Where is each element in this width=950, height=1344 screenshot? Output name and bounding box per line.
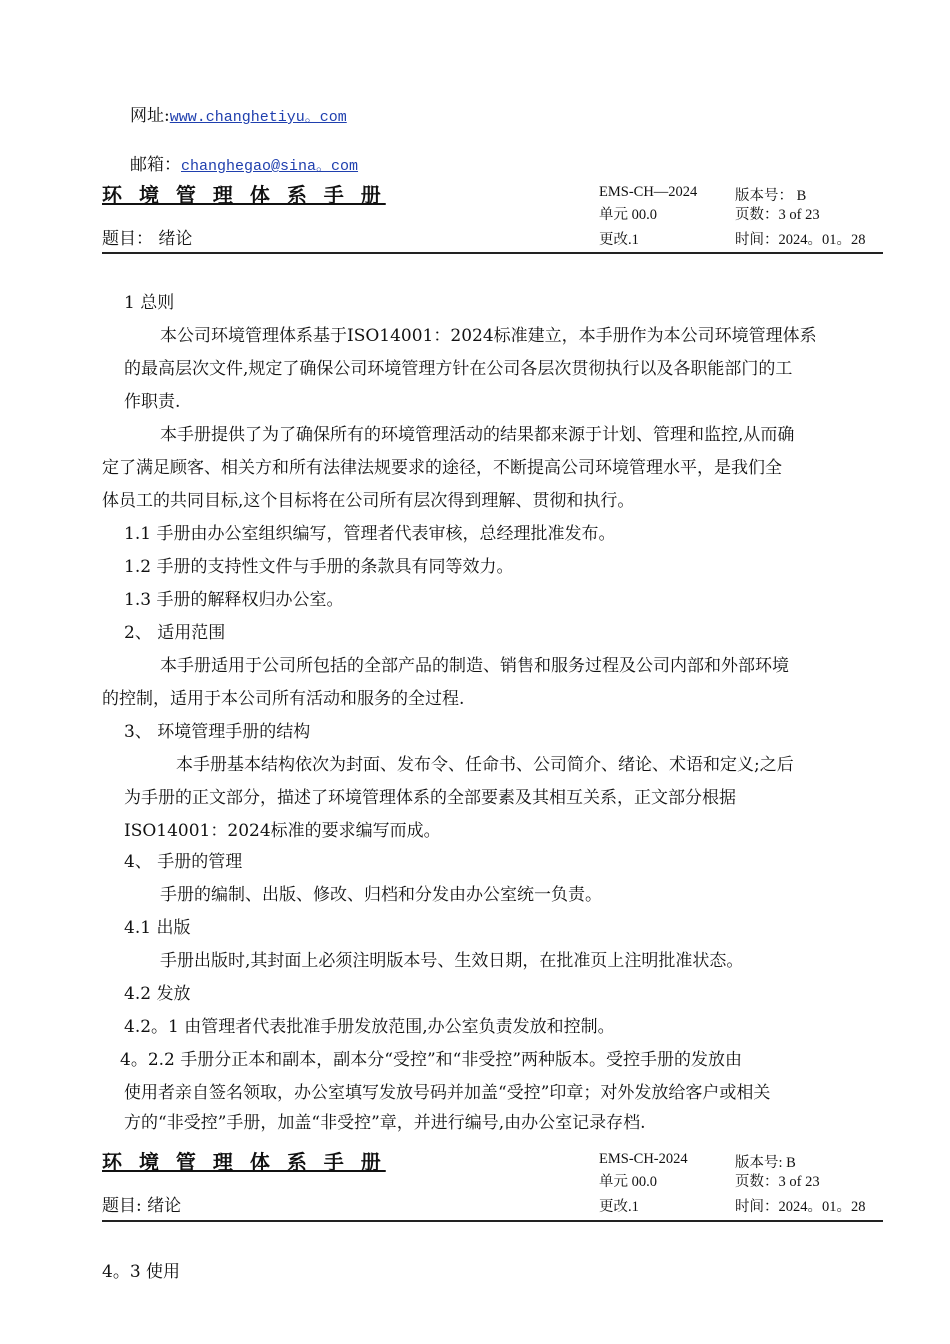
paragraph-line: 定了满足顾客、相关方和所有法律法规要求的途径，不断提高公司环境管理水平，是我们全: [102, 458, 782, 478]
manual-title: 环 境 管 理 体 系 手 册: [102, 1150, 386, 1174]
paragraph-line: 的最高层次文件,规定了确保公司环境管理方针在公司各层次贯彻执行以及各职能部门的工: [124, 359, 793, 379]
section-heading: 4.1 出版: [124, 918, 191, 938]
header-rule: [102, 252, 883, 254]
change: 更改.1: [599, 1199, 639, 1215]
date: 时间：2024。01。28: [735, 1199, 866, 1215]
manual-title: 环 境 管 理 体 系 手 册: [102, 183, 386, 207]
paragraph-line: 的控制，适用于本公司所有活动和服务的全过程.: [102, 689, 465, 709]
website-label: 网址:: [130, 106, 170, 126]
paragraph-line: 体员工的共同目标,这个目标将在公司所有层次得到理解、贯彻和执行。: [102, 491, 635, 511]
subject: 题目: 绪论: [102, 1196, 182, 1216]
paragraph-line: 本手册提供了为了确保所有的环境管理活动的结果都来源于计划、管理和监控,从而确: [160, 425, 795, 445]
paragraph-line: 手册的编制、出版、修改、归档和分发由办公室统一负责。: [160, 885, 602, 905]
paragraph-line: 为手册的正文部分，描述了环境管理体系的全部要素及其相互关系，正文部分根据: [124, 788, 736, 808]
email-label: 邮箱：: [130, 155, 181, 175]
clause-line: 1.2 手册的支持性文件与手册的条款具有同等效力。: [124, 557, 514, 577]
paragraph-line: 本手册基本结构依次为封面、发布令、任命书、公司简介、绪论、术语和定义;之后: [176, 755, 794, 775]
email-line: [130, 150, 358, 175]
section-heading: 4.2 发放: [124, 984, 191, 1004]
clause-line: 4.2。1 由管理者代表批准手册发放范围,办公室负责发放和控制。: [124, 1017, 615, 1037]
clause-line: 1.1 手册由办公室组织编写，管理者代表审核，总经理批准发布。: [124, 524, 616, 544]
section-heading: 1 总则: [124, 293, 175, 313]
clause-line: 1.3 手册的解释权归办公室。: [124, 590, 344, 610]
paragraph-line: 本公司环境管理体系基于ISO14001：2024标准建立，本手册作为本公司环境管理体系: [160, 326, 817, 346]
email-link[interactable]: changhegao@sina。com: [181, 158, 359, 175]
doc-number: EMS-CH—2024: [599, 184, 698, 200]
clause-line: 4。2.2 手册分正本和副本，副本分“受控”和“非受控”两种版本。受控手册的发放由: [120, 1050, 743, 1070]
doc-number: EMS-CH-2024: [599, 1151, 688, 1167]
section-heading: 2、 适用范围: [124, 623, 226, 643]
paragraph-line: 使用者亲自签名领取，办公室填写发放号码并加盖“受控”印章；对外发放给客户或相关: [124, 1083, 771, 1103]
header-rule: [102, 1220, 883, 1222]
change: 更改.1: [599, 232, 639, 248]
version: 版本号： B: [735, 188, 807, 204]
website-line: [130, 101, 347, 126]
section-heading: 4、 手册的管理: [124, 852, 243, 872]
section-heading: 3、 环境管理手册的结构: [124, 722, 311, 742]
paragraph-line: 本手册适用于公司所包括的全部产品的制造、销售和服务过程及公司内部和外部环境: [160, 656, 789, 676]
subject: 题目： 绪论: [102, 229, 193, 249]
section-heading: 4。3 使用: [102, 1262, 181, 1282]
unit: 单元 00.0: [599, 1174, 657, 1190]
page-count: 页数：3 of 23: [735, 1174, 820, 1190]
paragraph-line: 手册出版时,其封面上必须注明版本号、生效日期，在批准页上注明批准状态。: [160, 951, 744, 971]
paragraph-line: 方的“非受控”手册，加盖“非受控”章，并进行编号,由办公室记录存档.: [124, 1113, 646, 1133]
date: 时间：2024。01。28: [735, 232, 866, 248]
page-count: 页数：3 of 23: [735, 207, 820, 223]
paragraph-line: 作职责.: [124, 392, 181, 412]
unit: 单元 00.0: [599, 207, 657, 223]
version: 版本号: B: [735, 1155, 796, 1171]
website-link[interactable]: www.changhetiyu。com: [169, 109, 347, 126]
paragraph-line: ISO14001：2024标准的要求编写而成。: [124, 821, 441, 841]
